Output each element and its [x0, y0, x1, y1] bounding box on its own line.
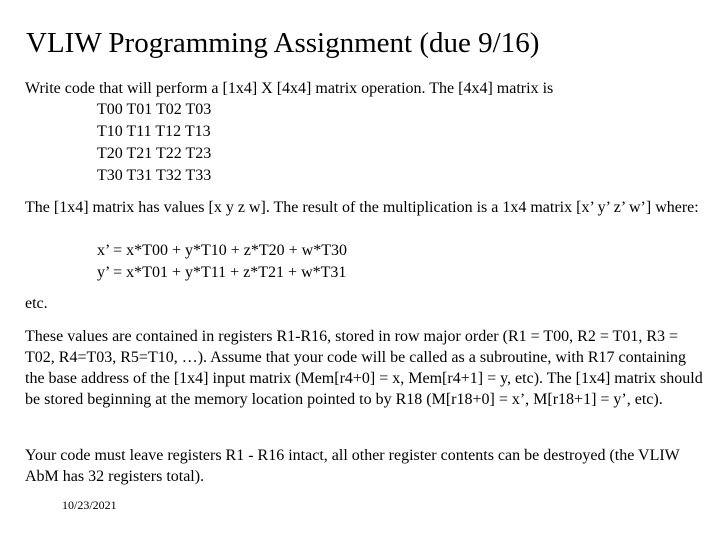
matrix-row-1: T10 T11 T12 T13 [97, 123, 211, 140]
equation-y: y’ = x*T01 + y*T11 + z*T21 + w*T31 [97, 264, 347, 281]
matrix-row-2: T20 T21 T22 T23 [97, 145, 212, 162]
matrix-row-3: T30 T31 T32 T33 [97, 167, 212, 184]
registers-paragraph: These values are contained in registers R1-R16, stored in row major order (R1 = T00, R2 = T01, R3 = T02, R4=T03, R5=T10, …). Assume that your code will be called as a subroutine, with R17 containing the base address of the [1x4] input matrix (Mem[r4+0] = x, Mem[r4+1] = y, etc). The [1x4] matrix should be stored beginning at the memory location pointed to by R18 (M[r18+0] = x’, M[r18+1] = y’, etc). [25, 328, 703, 408]
slide-title: VLIW Programming Assignment (due 9/16) [26, 27, 540, 59]
result-intro-text: The [1x4] matrix has values [x y z w]. The result of the multiplication is a 1x4 matrix [x’ y’ z’ w’] where: [25, 199, 699, 216]
equation-x: x’ = x*T00 + y*T10 + z*T20 + w*T30 [97, 242, 347, 259]
matrix-row-0: T00 T01 T02 T03 [97, 101, 212, 118]
constraints-paragraph: Your code must leave registers R1 - R16 intact, all other register contents can be destroyed (the VLIW AbM has 32 registers total). [25, 447, 680, 485]
slide-date: 10/23/2021 [62, 498, 117, 512]
etc-text: etc. [25, 295, 48, 312]
intro-text: Write code that will perform a [1x4] X [4x4] matrix operation. The [4x4] matrix is [25, 80, 554, 97]
